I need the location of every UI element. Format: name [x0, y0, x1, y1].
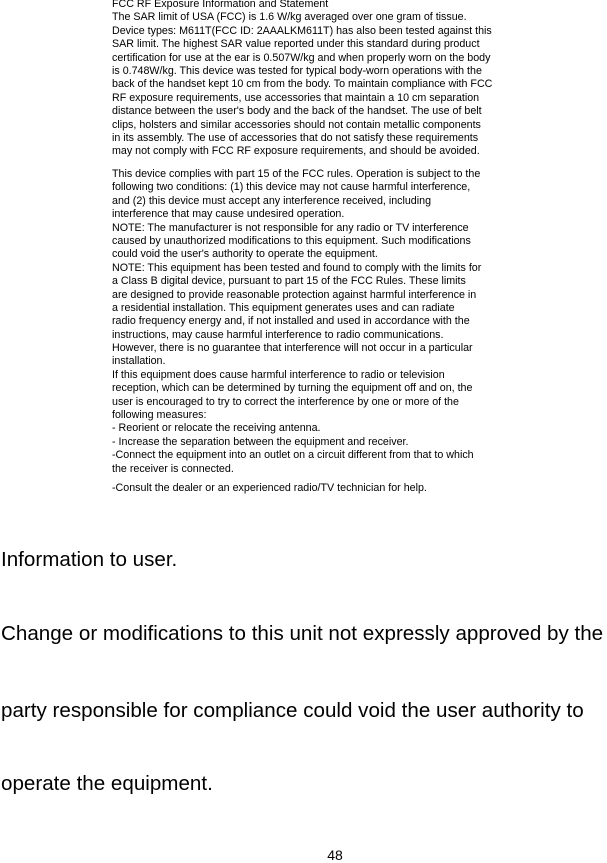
- part15-line: are designed to provide reasonable protection against harmful interference in: [112, 288, 477, 301]
- fcc-rf-line: The SAR limit of USA (FCC) is 1.6 W/kg averaged over one gram of tissue.: [112, 11, 467, 24]
- part15-line: instructions, may cause harmful interference to radio communications.: [112, 328, 444, 341]
- information-to-user-heading: Information to user.: [1, 548, 178, 571]
- information-line: party responsible for compliance could void the user authority to: [1, 699, 584, 722]
- fcc-rf-line: may not comply with FCC RF exposure requirements, and should be avoided.: [112, 145, 480, 158]
- part15-line: a residential installation. This equipment generates uses and can radiate: [112, 301, 455, 314]
- part15-line: radio frequency energy and, if not installed and used in accordance with the: [112, 315, 470, 328]
- part15-line: This device complies with part 15 of the FCC rules. Operation is subject to the: [112, 168, 481, 180]
- part15-line: If this equipment does cause harmful interference to radio or television: [112, 368, 445, 381]
- information-line: operate the equipment.: [1, 772, 213, 795]
- part15-line: the receiver is connected.: [112, 462, 234, 475]
- part15-line: reception, which can be determined by turning the equipment off and on, the: [112, 382, 473, 395]
- consult-dealer-line: -Consult the dealer or an experienced radio/TV technician for help.: [112, 482, 427, 494]
- part15-line: interference that may cause undesired operation.: [112, 208, 345, 221]
- part15-line: a Class B digital device, pursuant to part 15 of the FCC Rules. These limits: [112, 275, 466, 288]
- part15-line: -Connect the equipment into an outlet on a circuit different from that to which: [112, 449, 474, 462]
- part15-line: following measures:: [112, 409, 207, 422]
- fcc-rf-line: clips, holsters and similar accessories should not contain metallic components: [112, 118, 481, 131]
- fcc-part15-block: [112, 168, 552, 476]
- part15-line: - Increase the separation between the equipment and receiver.: [112, 435, 409, 448]
- part15-line: - Reorient or relocate the receiving antenna.: [112, 422, 321, 435]
- part15-line: However, there is no guarantee that interference will not occur in a particular: [112, 342, 473, 355]
- page-number: 48: [327, 847, 343, 863]
- part15-line: NOTE: This equipment has been tested and found to comply with the limits for: [112, 261, 482, 274]
- fcc-rf-line: back of the handset kept 10 cm from the body. To maintain compliance with FCC: [112, 78, 493, 91]
- fcc-rf-exposure-block: [112, 0, 552, 159]
- part15-line: following two conditions: (1) this device may not cause harmful interference,: [112, 181, 471, 194]
- part15-line: NOTE: The manufacturer is not responsible for any radio or TV interference: [112, 221, 469, 234]
- fcc-rf-line: is 0.748W/kg. This device was tested for typical body-worn operations with the: [112, 64, 482, 77]
- fcc-rf-line: RF exposure requirements, use accessories that maintain a 10 cm separation: [112, 91, 480, 104]
- fcc-rf-line: in its assembly. The use of accessories that do not satisfy these requirements: [112, 131, 479, 144]
- fcc-rf-line: certification for use at the ear is 0.507W/kg and when properly worn on the body: [112, 51, 491, 64]
- part15-line: installation.: [112, 355, 166, 368]
- part15-line: and (2) this device must accept any interference received, including: [112, 194, 432, 207]
- fcc-rf-title: FCC RF Exposure Information and Statement: [112, 0, 329, 10]
- part15-line: could void the user's authority to operate the equipment.: [112, 248, 378, 261]
- part15-line: user is encouraged to try to correct the interference by one or more of the: [112, 395, 459, 408]
- information-line: Change or modifications to this unit not expressly approved by the: [1, 622, 604, 645]
- fcc-rf-line: Device types: M611T(FCC ID: 2AAALKM611T) has also been tested against this: [112, 24, 492, 37]
- fcc-rf-line: SAR limit. The highest SAR value reported under this standard during product: [112, 38, 480, 51]
- fcc-rf-line: distance between the user's body and the back of the handset. The use of belt: [112, 105, 482, 118]
- part15-line: caused by unauthorized modifications to this equipment. Such modifications: [112, 234, 471, 247]
